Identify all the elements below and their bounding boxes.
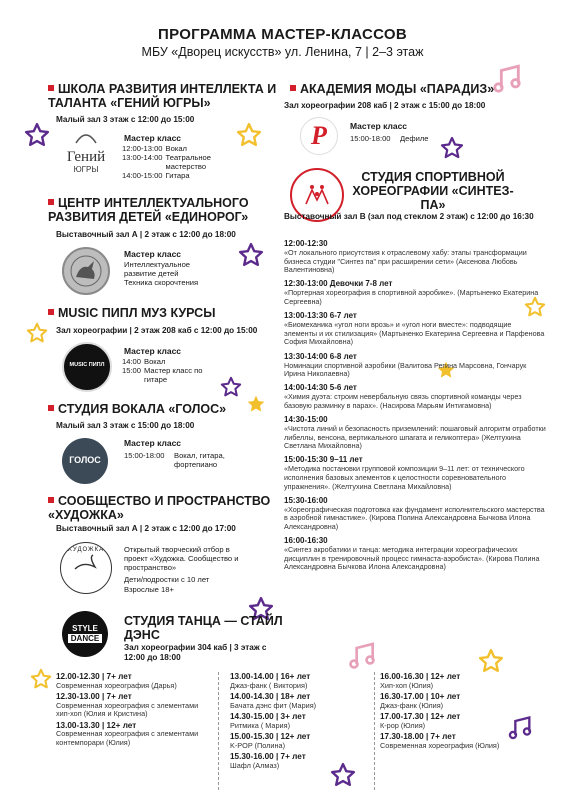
venue-art: Выставочный зал А | 2 этаж с 12:00 до 17:00 — [56, 524, 236, 533]
art-logo: ХУДОЖКА — [60, 542, 112, 594]
section-title-unicorn: ЦЕНТР ИНТЕЛЛЕКТУАЛЬНОГО РАЗВИТИЯ ДЕТЕЙ «ЕДИНОРОГ» — [48, 196, 249, 224]
dance-class-item — [56, 672, 206, 690]
synthez-events — [284, 239, 546, 577]
mk-label: Мастер класс — [124, 249, 182, 259]
class-desc: Шафл (Алмаз) — [230, 760, 280, 770]
class-time: 13.00-14.00 | 16+ лет — [230, 672, 311, 681]
page-subtitle: МБУ «Дворец искусств» ул. Ленина, 7 | 2–3 этаж — [141, 45, 424, 59]
event-desc: «Чистота линий и безопасность приземлений: пошаговый алгоритм отработки либеллы, венсона, вертикального шпагата и геликоптера» (Желтухина Светлана Михайловна) — [284, 424, 546, 451]
dance-class-item — [380, 712, 510, 730]
logo-genius: Гений ЮГРЫ — [60, 131, 112, 181]
voice-time: 15:00-18:00 — [124, 451, 165, 460]
section-title-paradise: АКАДЕМИЯ МОДЫ «ПАРАДИЗ» — [290, 82, 500, 96]
star-icon — [440, 136, 464, 160]
star-icon — [30, 668, 52, 690]
class-time: 16.30-17.00 | 10+ лет — [380, 692, 461, 702]
event-desc: «Хореографическая подготовка как фундамент исполнительского мастерства в аэробной гимнастике». (Кирова Полина Александровна Бычкова Илона Александровна) — [284, 504, 545, 532]
event-time: 16:00-16:30 — [284, 536, 328, 546]
class-time: 12.30-13.00 | 7+ лет — [56, 692, 132, 702]
class-desc: K-POP (Полина) — [230, 740, 286, 750]
dance-class-item — [230, 672, 370, 690]
venue-music: Зал хореографии | 2 этаж 208 каб с 12:00 до 15:00 — [56, 326, 258, 335]
event-desc: «Синтез акробатики и танца: методика интеграции хореографических дисциплин в тренировочный процесс гимнаста-аэробиста». (Кирова Полина Александровна Бычкова Илона Александровна) — [284, 545, 540, 572]
section-title-style-dance: СТУДИЯ ТАНЦА — СТАЙЛ ДЭНС — [124, 614, 283, 642]
dance-class-item — [230, 752, 370, 770]
unicorn-desc: Интеллектуальное развитие детей Техника скорочтения — [124, 260, 199, 287]
star-icon — [26, 322, 48, 344]
event-item — [284, 455, 546, 491]
class-desc: Джаз-фанк (Юлия) — [380, 700, 444, 710]
venue-genius: Малый зал 3 этаж с 12:00 до 15:00 — [56, 115, 195, 124]
class-desc: Современная хореография (Юлия) — [380, 740, 500, 750]
page-title: ПРОГРАММА МАСТЕР-КЛАССОВ — [158, 26, 407, 43]
event-item — [284, 383, 546, 410]
dance-class-item — [380, 672, 510, 690]
dance-class-item — [56, 692, 206, 719]
art-desc-1: Открытый творческий отбор в проект «Художка. Сообщество и пространство» — [124, 545, 239, 572]
class-time: 15.30-16.00 | 7+ лет — [230, 752, 306, 762]
music-logo: MUSIC ПИПЛ — [62, 342, 112, 392]
event-desc: «От локального присутствия к отраслевому хабу: этапы трансформации бизнеса студии "Синтез па" при расширении сети» (Аксенова Любовь Валентиновна) — [284, 248, 527, 275]
event-time: 12:30-13:00 Девочки 7-8 лет — [284, 279, 393, 289]
event-time: 12:00-12:30 — [284, 239, 328, 248]
event-time: 13:30-14:00 6-8 лет — [284, 351, 357, 361]
section-title-art: СООБЩЕСТВО И ПРОСТРАНСТВО «ХУДОЖКА» — [48, 494, 271, 522]
event-time: 15:00-15:30 9–11 лет — [284, 455, 363, 465]
voice-logo: ГОЛОС — [62, 438, 108, 484]
art-desc-3: Взрослые 18+ — [124, 585, 174, 594]
mk-label: Мастер класс — [124, 346, 182, 356]
class-desc: Современная хореография с элементами контемпорари (Юлия) — [56, 729, 199, 747]
star-icon — [24, 122, 50, 148]
event-item — [284, 415, 546, 451]
section-title-synthez: СТУДИЯ СПОРТИВНОЙ ХОРЕОГРАФИИ «СИНТЕЗ-ПА» — [352, 170, 514, 212]
event-time: 14:30-15:00 — [284, 415, 328, 425]
dance-class-item — [56, 721, 206, 748]
dance-col-2 — [230, 672, 370, 772]
section-title-genius: ШКОЛА РАЗВИТИЯ ИНТЕЛЛЕКТА И ТАЛАНТА «ГЕНИЙ ЮГРЫ» — [48, 82, 277, 110]
paradise-desc: Дефиле — [400, 134, 429, 143]
dance-class-item — [380, 732, 510, 750]
event-time: 13:00-13:30 6-7 лет — [284, 311, 357, 321]
class-time: 14.30-15.00 | 3+ лет — [230, 712, 306, 722]
event-desc: «Химия дуэта: строим невербальную связь спортивной команды через базовую разминку в парах». (Насирова Марьям Интигамовна) — [284, 392, 522, 410]
class-desc: Бачата дэнс фит (Мария) — [230, 700, 317, 710]
class-time: 16.00-16.30 | 12+ лет — [380, 672, 461, 681]
music-note-icon — [506, 714, 534, 742]
class-desc: Современная хореография с элементами хип-хоп (Юлия и Кристина) — [56, 700, 199, 719]
genius-logo-icon — [74, 131, 98, 145]
music-note-icon — [346, 640, 378, 672]
dance-class-item — [380, 692, 510, 710]
star-icon — [238, 242, 264, 268]
venue-paradise: Зал хореографии 208 каб | 2 этаж с 15:00 до 18:00 — [284, 101, 486, 110]
art-desc-2: Дети/подростки с 10 лет — [124, 575, 210, 584]
event-desc: «Биомеханика «угол ноги врозь» и «угол ноги вместе»: подводящие элементы и их стилизация» (Мартыненко Екатерина Сергеевна и Парфенова София Михайловна) — [284, 320, 545, 347]
event-desc: Номинации спортивной аэробики (Валитова Регина Марсовна, Гончарук Ирина Николаевна) — [284, 360, 527, 379]
class-desc: Хип-хоп (Юлия) — [380, 680, 434, 690]
event-item — [284, 279, 546, 306]
star-icon — [220, 376, 242, 398]
star-icon — [478, 648, 504, 674]
class-time: 12.00-12.30 | 7+ лет — [56, 672, 132, 681]
class-time: 15.00-15.30 | 12+ лет — [230, 732, 311, 742]
event-desc: «Портерная хореография в спортивной аэробике». (Мартыненко Екатерина Сергеевна) — [284, 288, 539, 306]
event-time: 15:30-16:00 — [284, 495, 328, 505]
dance-class-item — [230, 692, 370, 710]
section-title-music: MUSIC ПИПЛ МУЗ КУРСЫ — [48, 306, 283, 320]
event-item — [284, 239, 546, 275]
style-dance-logo: STYLE DANCE — [62, 611, 108, 657]
venue-voice: Малый зал 3 этаж с 15:00 до 18:00 — [56, 421, 195, 430]
event-item — [284, 496, 546, 532]
event-item — [284, 352, 546, 379]
class-desc: Ритмика ( Мария) — [230, 720, 291, 730]
schedule-genius: 12:00-13:00 Вокал 13:00-14:00 Театральное мастерство 14:00-15:00 Гитара — [122, 144, 211, 180]
mk-label: Мастер класс — [350, 121, 408, 131]
section-title-voice: СТУДИЯ ВОКАЛА «ГОЛОС» — [48, 402, 283, 416]
mk-label: Мастер класс — [124, 133, 182, 143]
class-desc: К-рор (Юлия) — [380, 720, 426, 730]
venue-unicorn: Выставочный зал А | 2 этаж с 12:00 до 18:00 — [56, 230, 236, 239]
venue-synthez: Выставочный зал В (зал под стеклом 2 этаж) с 12:00 до 16:30 — [284, 212, 534, 221]
schedule-music: 14:00 Вокал 15:00 Мастер класс по гитаре — [122, 357, 203, 384]
dance-class-item — [230, 712, 370, 730]
class-time: 17.30-18.00 | 7+ лет — [380, 732, 456, 742]
paradise-logo: P — [300, 117, 338, 155]
class-time: 14.00-14.30 | 18+ лет — [230, 692, 311, 702]
paradise-time: 15:00-18:00 — [350, 134, 391, 143]
mk-label: Мастер класс — [124, 438, 182, 448]
column-divider — [374, 672, 375, 790]
event-item — [284, 536, 546, 572]
class-desc: Современная хореография (Дарья) — [56, 680, 177, 690]
class-time: 13.00-13.30 | 12+ лет — [56, 720, 137, 730]
dance-class-item — [230, 732, 370, 750]
column-divider — [218, 672, 219, 790]
venue-style-dance: Зал хореографии 304 каб | 3 этаж с 12:00 до 18:00 — [124, 643, 267, 662]
dance-col-3 — [380, 672, 510, 752]
unicorn-logo-icon — [62, 247, 110, 295]
event-desc: «Методика постановки групповой композиции 9–11 лет: от технического исполнения базовых элементов к целостности соревновательного упражнения». (Желтухина Светлана Михайловна) — [284, 464, 525, 491]
class-time: 17.00-17.30 | 12+ лет — [380, 712, 461, 722]
event-item — [284, 311, 546, 347]
swan-icon — [71, 553, 101, 573]
voice-desc: Вокал, гитара, фортепиано — [174, 451, 225, 469]
dance-col-1 — [56, 672, 206, 749]
event-time: 14:00-14:30 5-6 лет — [284, 383, 357, 393]
class-desc: Джаз-фанк ( Виктория) — [230, 680, 308, 690]
